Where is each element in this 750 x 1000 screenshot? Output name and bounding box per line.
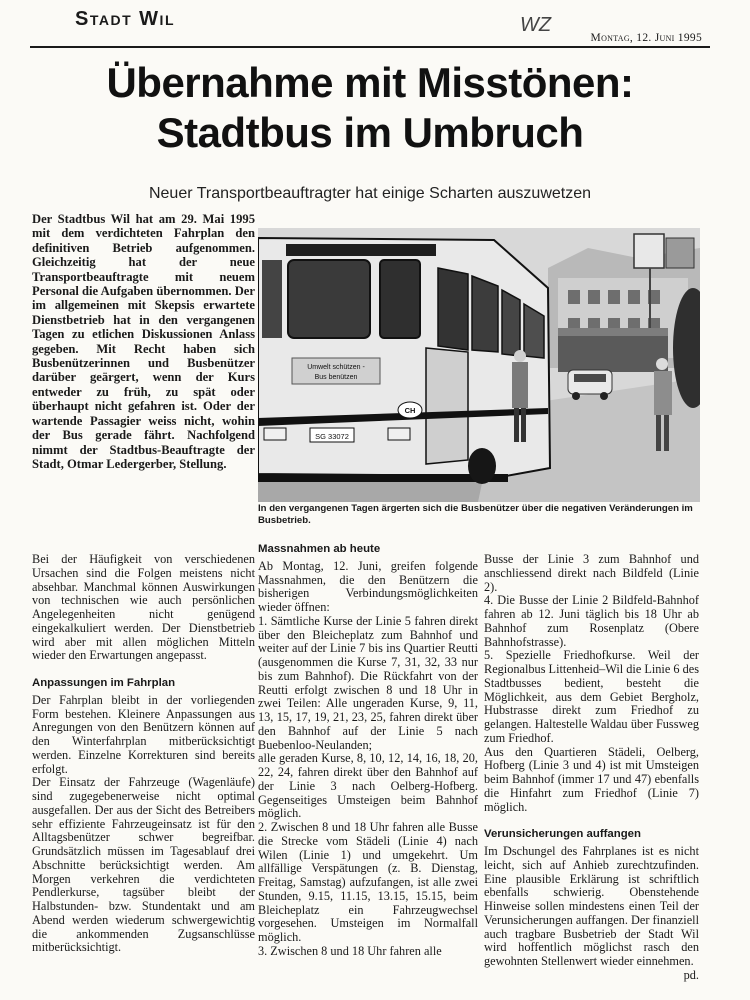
col2-item-3: 3. Zwischen 8 und 18 Uhr fahren alle <box>258 943 442 958</box>
headline-line1: Übernahme mit Misstönen: <box>106 59 634 106</box>
bus-photo <box>258 228 700 502</box>
col2-item-2: 2. Zwischen 8 und 18 Uhr fahren alle Busse die Strecke vom Städeli (Linie 4) nach Wilen (Linie 1) und umgekehrt. Um allfällige Verspätungen (z. B. Dienstag, Freitag, Samstag) aufzufangen, ist alle zwei Stunden, 9.15, 11.15, 13.15, 15.15, beim Bleicheplatz ein Fahrzeugwechsel vorgesehen. Umsteigen im Normalfall möglich. <box>258 820 478 944</box>
col3-item-5: 5. Spezielle Friedhofkurse. Weil der Regionalbus Littenheid–Wil die Linie 6 des Stadtbusses bedient, besteht die Möglichkeit, aus dem Gebiet Bergholz, Hubstrasse direkt zum Friedhof zu gelangen. Haltestelle Waldau über Fussweg zum Friedhof. <box>484 648 699 745</box>
col3-item-5b: Aus den Quartieren Städeli, Oelberg, Hofberg (Linie 3 und 4) ist mit Umsteigen beim Bahnhof (immer 17 und 47) ebenfalls die Hinfahrt zum Friedhof (Linie 7) möglich. <box>484 744 699 814</box>
handwritten-mark: WZ <box>520 14 552 36</box>
column-3 <box>484 553 699 983</box>
col1-heading: Anpassungen im Fahrplan <box>32 677 176 689</box>
header-rule <box>30 46 710 48</box>
subheadline: Neuer Transportbeauftragter hat einige Scharten auszuwetzen <box>148 185 592 202</box>
country-badge: CH <box>404 406 416 415</box>
col1-paragraph-2: Der Einsatz der Fahrzeuge (Wagenläufe) sind zugegebenerweise nicht optimal ausgefallen. Der aus der Sicht des Betreibers sehr effiziente Fahrzeugeinsatz ist für den Alltagsbenützer schwer begreifbar. Grundsätzlich müssen im Tagesablauf drei Abschnitte berücksichtigt werden. Am Morgen verkehren die verdichteten Pendlerkurse, tagsüber bleibt der Halbstunden- bzw. Stundentakt und am Abend werden wiederum schwergewichtig die ankommenden Zugsanschlüsse mitberücksichtigt. <box>32 775 255 955</box>
signature: pd. <box>683 967 699 982</box>
column-1 <box>32 553 255 955</box>
lead-paragraph: Der Stadtbus Wil hat am 29. Mai 1995 mit dem verdichteten Fahrplan den definitiven Betrieb aufgenommen. Gleichzeitig hat der neue Transportbeauftragte mit neuem Personal die Aufgaben übernommen. Der im allgemeinen mit Skepsis erwartete Dienstbetrieb hat in den vergangenen Tagen zu etlichen Diskussionen Anlass gegeben. Mit Recht haben sich Busbenützerinnen und Busbenützer darüber geärgert, wenn der Kurs entweder zu früh, zu spät oder überhaupt nicht gefahren ist. Oder der wartende Passagier weiss nicht, wohin der Bus gerade fährt. Nachfolgend nimmt der Stadtbus-Beauftragte der Stadt, Otmar Ledergerber, Stellung. <box>32 212 255 471</box>
headline-line2: Stadtbus im Umbruch <box>156 109 584 156</box>
col3-paragraph-1: Im Dschungel des Fahrplanes ist es nicht leicht, sich auf Anhieb zurechtzufinden. Eine plausible Erklärung ist schriftlich ebenfalls schwierig. Obenstehende Hinweise sollen mindestens einen Teil der Verunsicherungen auffangen. Der finanziell auch tragbare Busbetrieb der Stadt Wil wird hoffentlich möglichst rasch den gewohnten Stellenwert wieder einnehmen. <box>484 844 699 968</box>
col1-paragraph-1: Der Fahrplan bleibt in der vorliegenden Form bestehen. Kleinere Anpassungen aus Anregungen von den Benützern können auf den Winterfahrplan mitberücksichtigt werden. Einzelne Korrekturen sind bereits erfolgt. <box>32 692 255 776</box>
section-title: Stadt Wil <box>75 8 175 30</box>
col2-item-1b: alle geraden Kurse, 8, 10, 12, 14, 16, 18, 20, 22, 24, fahren direkt über den Bahnhof auf der Linie 3 nach Oelberg-Hofberg. Gegenseitiges Umsteigen beim Bahnhof möglich. <box>258 751 478 821</box>
col2-item-1a: 1. Sämtliche Kurse der Linie 5 fahren direkt über den Bleicheplatz zum Bahnhof und weiter auf der Linie 7 bis ins Quartier Reutti (ausgenommen die Kurse 7, 31, 32, 33 nur bis zum Bahnhof). Die Rückfahrt von der Reutti erfolgt zwischen 8 und 18 Uhr in zwei Teilen: Alle ungeraden Kurse, 9, 11, 13, 15, 17, 19, 21, 23, 25, fahren direkt über den Bahnhof auf der Linie 5 nach Buebenloo-Neulanden; <box>258 613 478 752</box>
col3-heading: Verunsicherungen auffangen <box>484 828 641 841</box>
column-2 <box>258 543 478 959</box>
col3-item-3-cont: Busse der Linie 3 zum Bahnhof und anschliessend direkt nach Bildfeld (Linie 2). <box>484 552 699 594</box>
photo-caption: In den vergangenen Tagen ärgerten sich die Busbenützer über die negativen Veränderungen im Busbetrieb. <box>258 503 693 526</box>
col1-intro: Bei der Häufigkeit von verschiedenen Ursachen sind die Folgen meistens nicht absehbar. Manchmal können Auswirkungen von technischen wie auch persönlichen Angelegenheiten nicht genügend eingekalkuliert werden. Der Dienstbetrieb wird aber mit allen möglichen Mitteln wieder den Erwartungen angepasst. <box>32 552 255 663</box>
bus-sign-line2: Bus benützen <box>314 374 358 381</box>
col2-heading: Massnahmen ab heute <box>258 543 381 555</box>
bus-sign-line1: Umwelt schützen - <box>307 364 365 371</box>
headline <box>30 58 710 158</box>
col3-item-4: 4. Die Busse der Linie 2 Bildfeld-Bahnhof fahren ab 12. Juni täglich bis 18 Uhr ab Bahnhof zum Rosenplatz (Obere Bahnhofstrasse). <box>484 593 699 649</box>
license-plate: SG 33072 <box>315 432 349 441</box>
col2-intro: Ab Montag, 12. Juni, greifen folgende Massnahmen, die den Benützern die bisherigen Verbindungsmöglichkeiten wieder öffnen: <box>258 558 478 614</box>
bus-photo-illustration <box>258 228 700 502</box>
issue-date: Montag, 12. Juni 1995 <box>590 32 702 44</box>
